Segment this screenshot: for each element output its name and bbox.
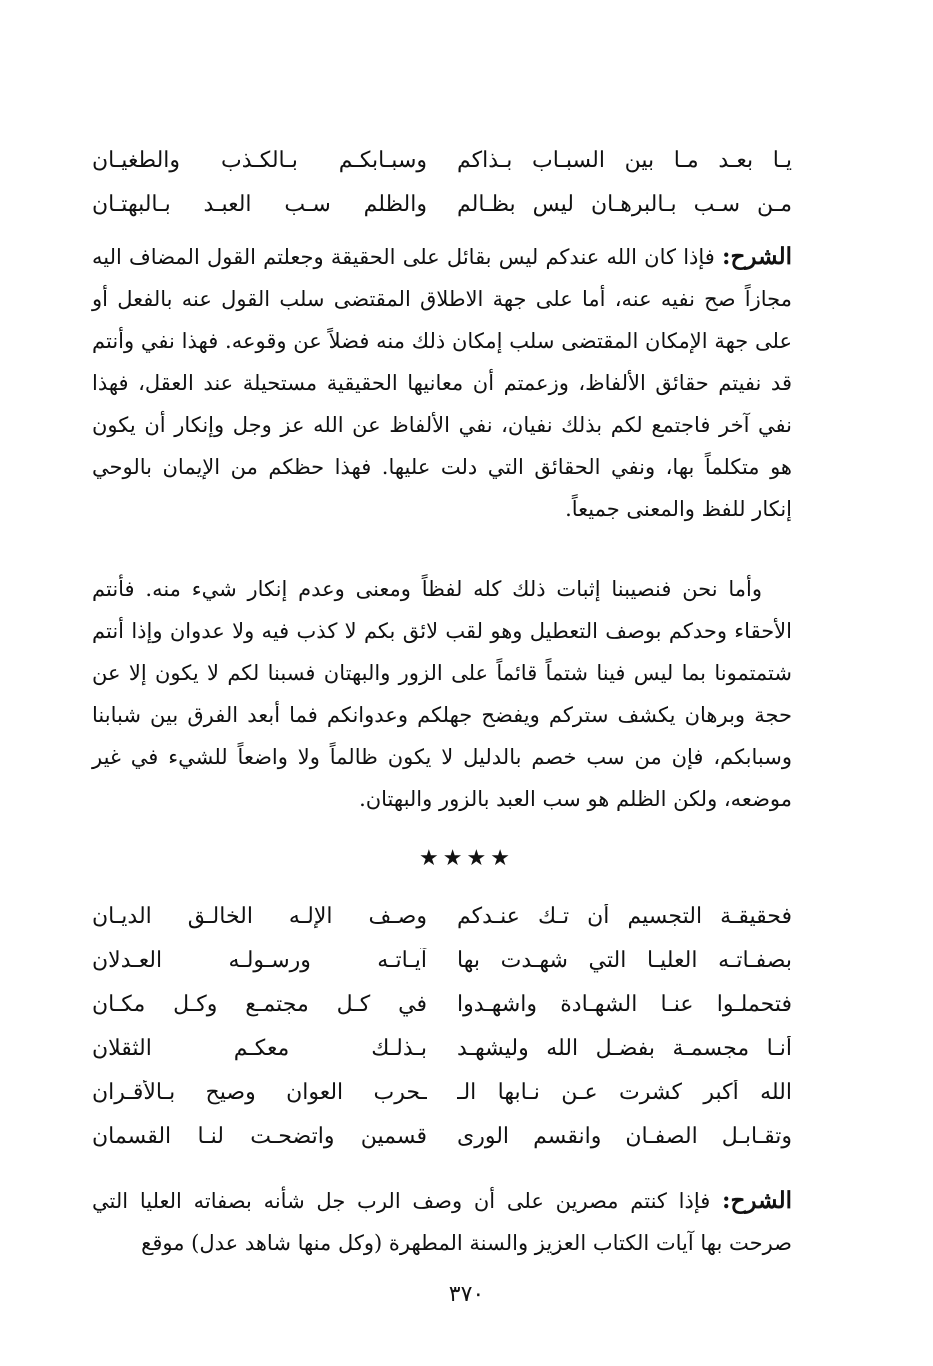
- second-hemistich: بـذلـك معكـم الثقلان: [92, 1035, 427, 1061]
- poem-1: [92, 138, 792, 226]
- commentary-text: فإذا كنتم مصرين على أن وصف الرب جل شأنه بصفاته العليا التي صرحت بها آيات الكتاب العزيز والسنة المطهرة (وكل منها شاهد عدل) موقع: [92, 1189, 792, 1255]
- page-number: ٣٧٠: [448, 1282, 485, 1307]
- commentary-text: فإذا كان الله عندكم ليس بقائل على الحقيقة وجعلتم القول المضاف اليه مجازاً صح نفيه عنه، أما على جهة الاطلاق المقتضى سلب القول عنه بالفعل أو على جهة الإمكان المقتضى سلب إمكان ذلك منه فضلاً عن وقوعه. فهذا نفي وأنتم قد نفيتم حقائق الألفاظ، وزعمتم أن معانيها الحقيقية مستحيلة عند العقل، فهذا نفي آخر فاجتمع لكم بذلك نفيان، نفي الألفاظ عن الله عز وجل وإنكار أن يكون هو متكلماً بها، ونفي الحقائق التي دلت عليها. فهذا حظكم من الإيمان بالوحي إنكار للفظ والمعنى جميعاً.: [92, 245, 792, 521]
- first-hemistich: مـن سـب بـالبرهـان ليس بظـالم: [457, 191, 792, 217]
- verse-line: [92, 982, 792, 1026]
- paragraph-text: وأما نحن فنصيبنا إثبات ذلك كله لفظاً ومعنى وعدم إنكار شيء منه. فأنتم الأحقاء وحدكم بوصف التعطيل وهو لقب لائق بكم لا كذب فيه ولا عدوان وإذا أنتم شتمتمونا بما ليس فينا شتماً قائماً على الزور والبهتان فسبنا لكم لا يكون إلا عن حجة وبرهان يكشف ستركم ويفضح جهلكم وعدوانكم فما أبعد الفرق بين شبابنا وسبابكم، فإن من سب خصم بالدليل لا يكون ظالماً ولا واضعاً للشيء في غير موضعه، ولكن الظلم هو سب العبد بالزور والبهتان.: [92, 577, 792, 811]
- first-hemistich: أنـا مجسمـة بفضـل الله وليشهـد: [457, 1035, 792, 1061]
- first-hemistich: بصفـاتـه العليـا التي شهـدت بها: [457, 947, 792, 973]
- commentary-label: الشرح:: [722, 1187, 792, 1214]
- second-hemistich: وسبـابكـم بـالكـذب والطغيـان: [92, 147, 427, 173]
- second-hemistich: قسمين واتضحـت لنـا القسمان: [92, 1123, 427, 1149]
- first-hemistich: الله أكبر كشرت عـن نـابها الـ: [457, 1079, 792, 1105]
- section-separator: ★★★★: [419, 846, 514, 871]
- commentary-2: [92, 1180, 792, 1264]
- verse-line: [92, 138, 792, 182]
- verse-line: [92, 1026, 792, 1070]
- second-hemistich: وصـف الإلـه الخالـق الديـان: [92, 903, 427, 929]
- poem-2: [92, 894, 792, 1158]
- first-hemistich: فحقيقـة التجسيم أن تـك عنـدكم: [457, 903, 792, 929]
- second-hemistich: آيـاتـه ورسـولـه العـدلان: [92, 947, 427, 973]
- second-hemistich: والظلم سـب العبـد بـالبهتـان: [92, 191, 427, 217]
- paragraph-2: [92, 568, 792, 820]
- first-hemistich: فتحملـوا عنـا الشهـادة واشهـدوا: [457, 991, 792, 1017]
- first-hemistich: وتقـابـل الصفـان وانقسم الورى: [457, 1123, 792, 1149]
- verse-line: [92, 1070, 792, 1114]
- verse-line: [92, 182, 792, 226]
- verse-line: [92, 1114, 792, 1158]
- verse-line: [92, 938, 792, 982]
- verse-line: [92, 894, 792, 938]
- second-hemistich: في كـل مجتمـع وكـل مكـان: [92, 991, 427, 1017]
- second-hemistich: ـحرب العوان وصيح بـالأقـران: [92, 1079, 427, 1105]
- commentary-1: [92, 236, 792, 530]
- first-hemistich: يـا بعـد مـا بين السبـاب بـذاكم: [457, 147, 792, 173]
- commentary-label: الشرح:: [722, 243, 792, 270]
